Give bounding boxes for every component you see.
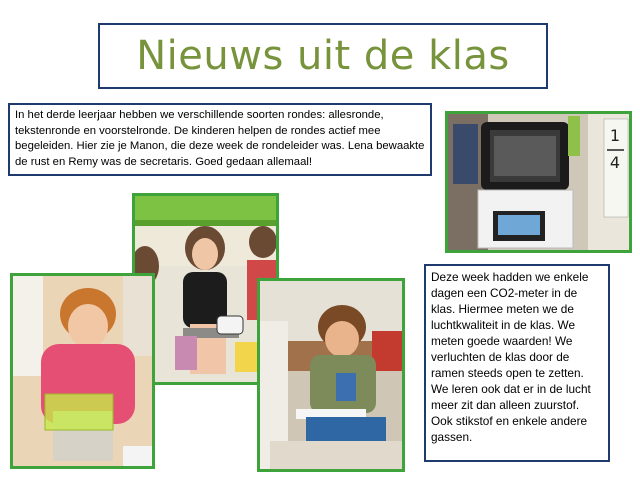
intro-text: In het derde leerjaar hebben we verschillende soorten rondes: allesronde, tekstenronde en voorstelronde. De kinderen helpen de rondes actief mee begeleiden. Hier zie je Manon, die deze week de rondeleider was. Lena bewaakte de rust en Remy was de secretaris. Goed gedaan allemaal! xyxy=(15,109,425,168)
page-title: Nieuws uit de klas xyxy=(136,33,510,79)
intro-text-box xyxy=(8,103,432,176)
sitting-children-illustration xyxy=(135,196,276,382)
fraction-top: 1 xyxy=(609,126,621,145)
co2-text-box xyxy=(424,264,610,462)
title-box xyxy=(98,23,548,89)
co2-text: Deze week hadden we enkele dagen een CO2-meter in de klas. Hiermee meten we de luchtkwaliteit in de klas. We meten goede waarden! We verluchten de klas door de ramen steeds open te zetten. We leren ook dat er in de lucht meer zit dan alleen zuurstof. Ook stikstof en enkele andere gassen. xyxy=(431,270,591,444)
co2-meter-illustration xyxy=(448,114,629,250)
boy-writing-illustration xyxy=(260,281,402,469)
fraction-bottom: 4 xyxy=(609,153,621,172)
co2-meter-photo xyxy=(445,111,632,253)
boy-writing-photo xyxy=(257,278,405,472)
girl-pink-illustration xyxy=(13,276,152,466)
girl-with-box-photo xyxy=(10,273,155,469)
